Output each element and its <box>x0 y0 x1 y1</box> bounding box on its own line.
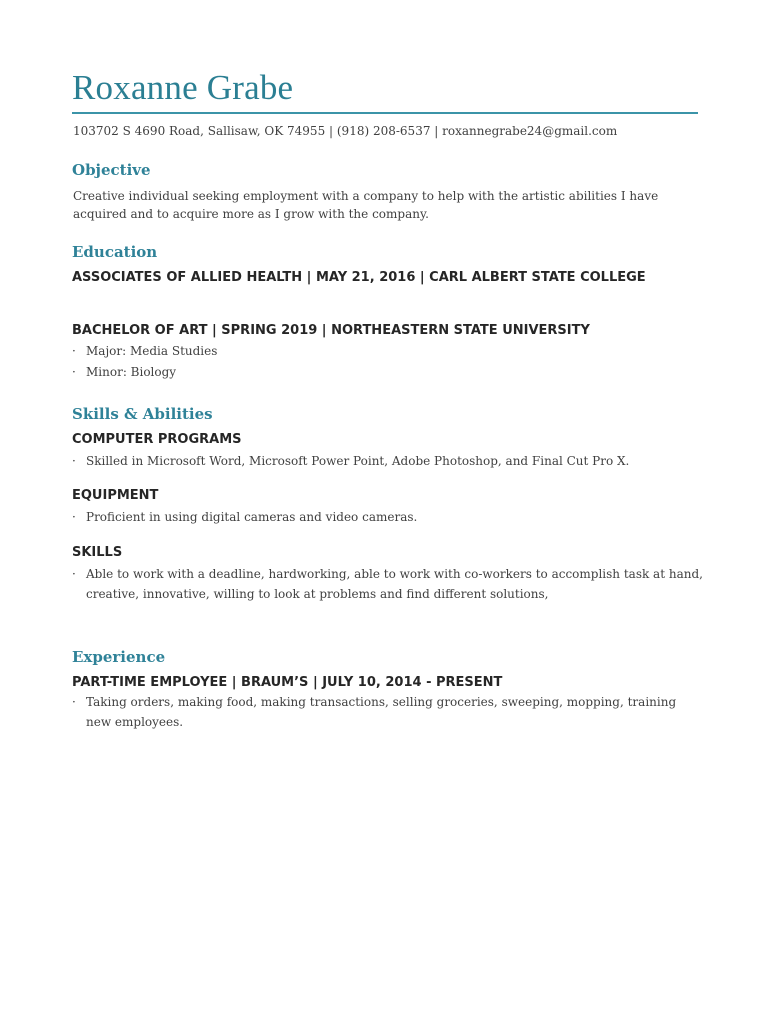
list-item <box>72 564 704 604</box>
bullet-icon: · <box>72 510 76 524</box>
header-divider <box>72 112 698 114</box>
list-item <box>72 362 704 382</box>
list-item <box>72 451 704 471</box>
contact-line: 103702 S 4690 Road, Sallisaw, OK 74955 | (918) 208-6537 | roxannegrabe24@gmail.com <box>73 124 618 138</box>
objective-heading: Objective <box>72 161 151 179</box>
list-item <box>72 692 704 732</box>
skills-heading: Skills & Abilities <box>72 405 213 423</box>
education-detail: Major: Media Studies <box>86 344 218 358</box>
experience-entry-title: PART-TIME EMPLOYEE | BRAUM’S | JULY 10, 2014 - PRESENT <box>72 675 503 690</box>
skill-group-title: COMPUTER PROGRAMS <box>72 432 242 447</box>
skill-group-title: EQUIPMENT <box>72 488 159 503</box>
education-detail: Minor: Biology <box>86 365 177 379</box>
list-item <box>72 341 704 361</box>
skill-detail: Proficient in using digital cameras and video cameras. <box>86 510 418 524</box>
bullet-icon: · <box>72 344 76 358</box>
applicant-name: Roxanne Grabe <box>72 68 294 107</box>
bullet-icon: · <box>72 454 76 468</box>
bullet-icon: · <box>72 365 76 379</box>
education-entry-title: ASSOCIATES OF ALLIED HEALTH | MAY 21, 2016 | CARL ALBERT STATE COLLEGE <box>72 270 646 285</box>
experience-detail: Taking orders, making food, making transactions, selling groceries, sweeping, mopping, training new employees. <box>86 695 677 729</box>
bullet-icon: · <box>72 567 76 581</box>
experience-heading: Experience <box>72 648 166 666</box>
education-entry-title: BACHELOR OF ART | SPRING 2019 | NORTHEASTERN STATE UNIVERSITY <box>72 323 590 338</box>
skill-detail: Able to work with a deadline, hardworking, able to work with co-workers to accomplish task at hand, creative, innovative, willing to look at problems and find different solutions, <box>86 567 703 601</box>
bullet-icon: · <box>72 695 76 709</box>
skill-group-title: SKILLS <box>72 545 123 560</box>
list-item <box>72 507 704 527</box>
education-heading: Education <box>72 243 158 261</box>
skill-detail: Skilled in Microsoft Word, Microsoft Power Point, Adobe Photoshop, and Final Cut Pro X. <box>86 454 630 468</box>
objective-text: Creative individual seeking employment with a company to help with the artistic abilities I have acquired and to acquire more as I grow with the company. <box>73 189 659 221</box>
